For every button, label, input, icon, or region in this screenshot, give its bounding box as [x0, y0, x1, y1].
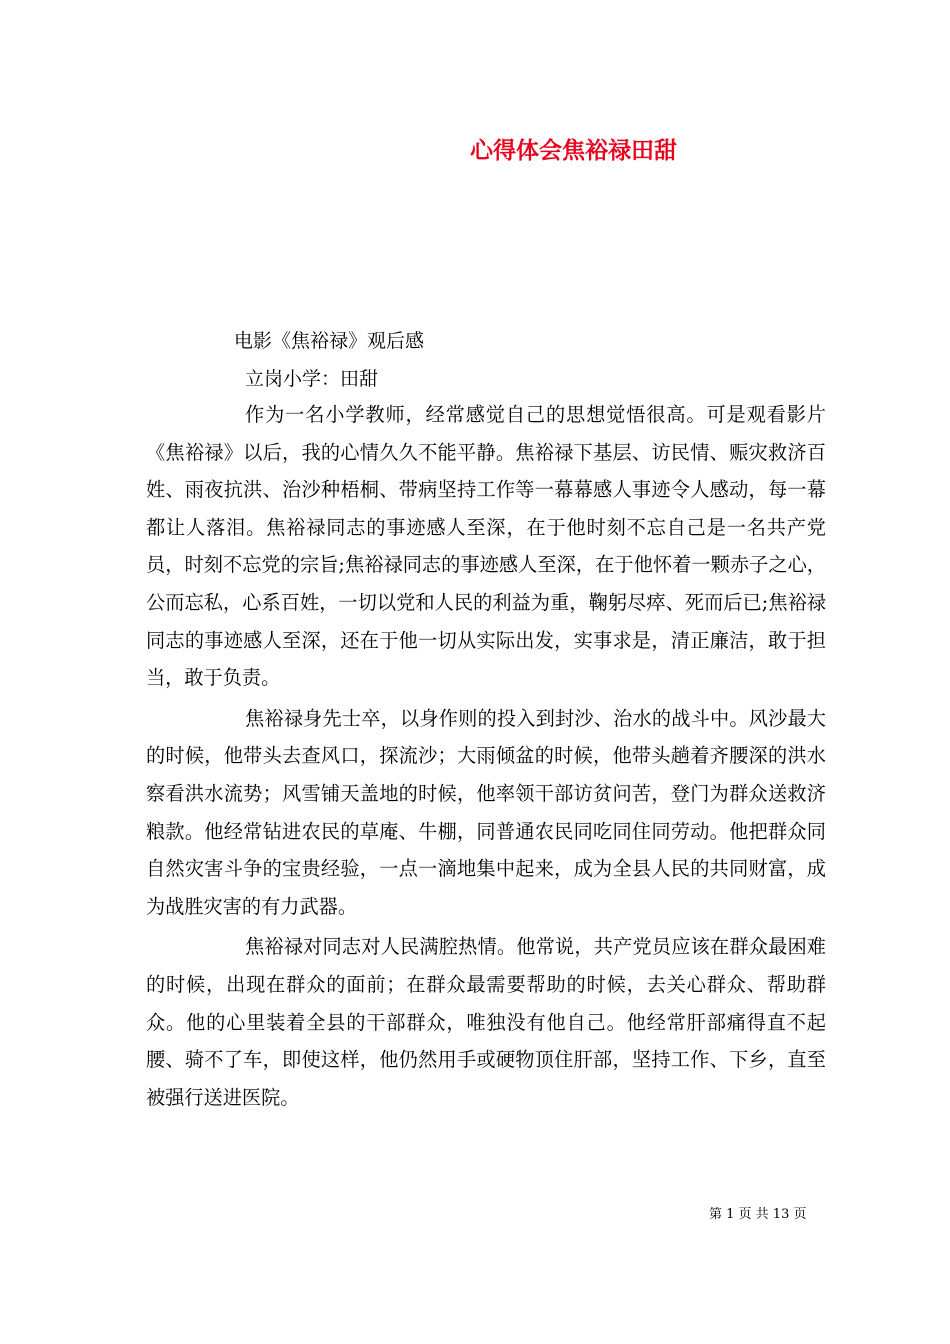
document-title: 心得体会焦裕禄田甜 — [470, 137, 677, 164]
paragraph-1: 作为一名小学教师，经常感觉自己的思想觉悟很高。可是观看影片《焦裕禄》以后，我的心情久久不能平静。焦裕禄下基层、访民情、赈灾救济百姓、雨夜抗洪、治沙种梧桐、带病坚持工作等一幕幕感人事迹令人感动，每一幕都让人落泪。焦裕禄同志的事迹感人至深，在于他时刻不忘自己是一名共产党员，时刻不忘党的宗旨;焦裕禄同志的事迹感人至深，在于他怀着一颗赤子之心，公而忘私，心系百姓，一切以党和人民的利益为重，鞠躬尽瘁、死而后已;焦裕禄同志的事迹感人至深，还在于他一切从实际出发，实事求是，清正廉洁，敢于担当，敢于负责。 — [146, 403, 826, 690]
paragraph-3: 焦裕禄对同志对人民满腔热情。他常说，共产党员应该在群众最困难的时候，出现在群众的面前；在群众最需要帮助的时候，去关心群众、帮助群众。他的心里装着全县的干部群众，唯独没有他自己。他经常肝部痛得直不起腰、骑不了车，即使这样，他仍然用手或硬物顶住肝部，坚持工作、下乡，直至被强行送进医院。 — [146, 935, 826, 1109]
author-line: 立岗小学：田甜 — [245, 368, 379, 390]
body-text — [146, 396, 826, 1116]
paragraph-2: 焦裕禄身先士卒，以身作则的投入到封沙、治水的战斗中。风沙最大的时候，他带头去查风口，探流沙；大雨倾盆的时候，他带头趟着齐腰深的洪水察看洪水流势；风雪铺天盖地的时候，他率领干部访贫问苦，登门为群众送救济粮款。他经常钻进农民的草庵、牛棚，同普通农民同吃同住同劳动。他把群众同自然灾害斗争的宝贵经验，一点一滴地集中起来，成为全县人民的共同财富，成为战胜灾害的有力武器。 — [146, 706, 826, 918]
document-subtitle: 电影《焦裕禄》观后感 — [234, 330, 425, 352]
page-footer: 第 1 页 共 13 页 — [709, 1207, 807, 1222]
